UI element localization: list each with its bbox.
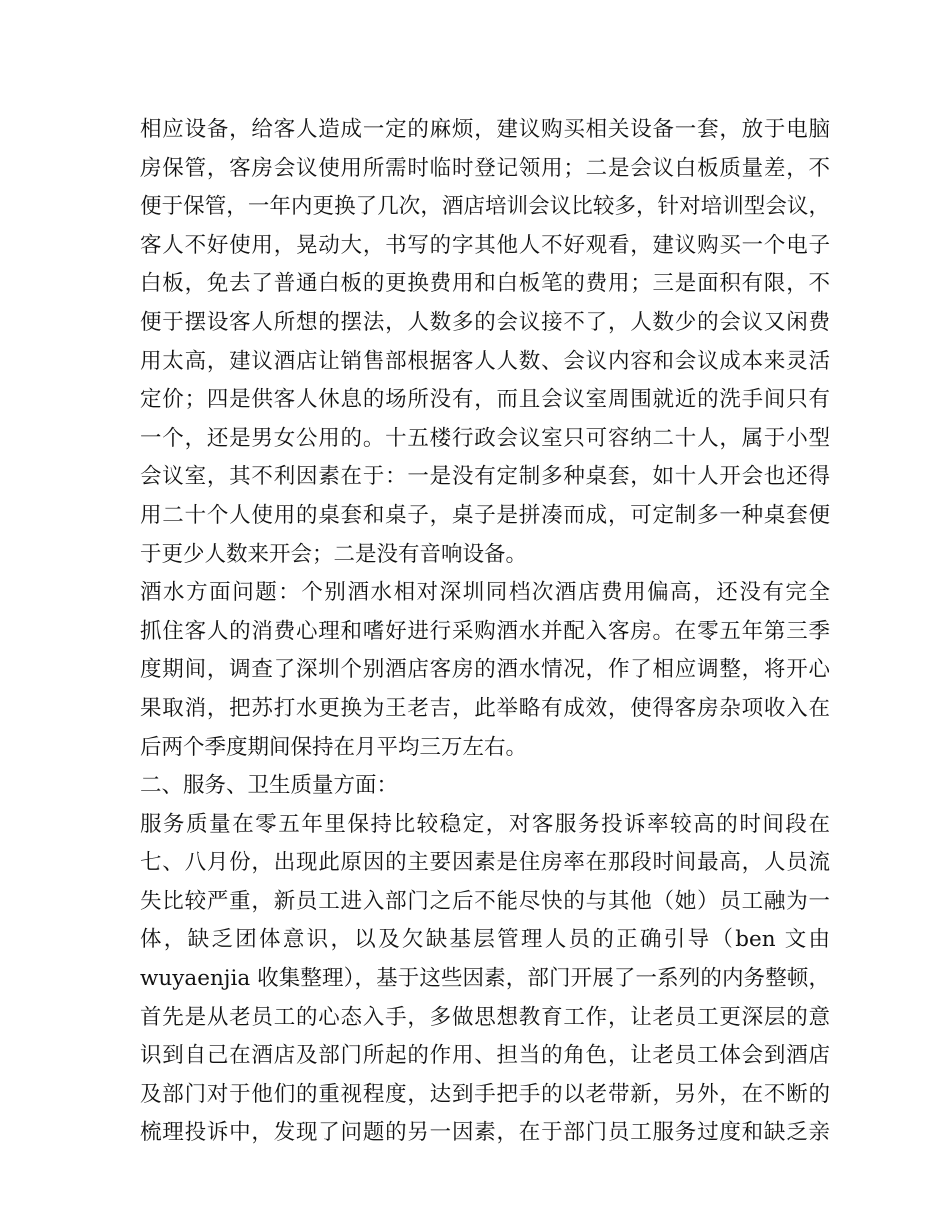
- text-line: 会议室，其不利因素在于：一是没有定制多种桌套，如十人开会也还得: [140, 464, 830, 490]
- text-line: 梳理投诉中，发现了问题的另一因素，在于部门员工服务过度和缺乏亲: [140, 1120, 830, 1146]
- text-line: 果取消，把苏打水更换为王老吉，此举略有成效，使得客房杂项收入在: [140, 695, 830, 721]
- paragraph-start-line: 服务质量在零五年里保持比较稳定，对客服务投诉率较高的时间段在: [140, 811, 830, 837]
- text-line: 后两个季度期间保持在月平均三万左右。: [140, 734, 528, 760]
- paragraph-start-line: 酒水方面问题：个别酒水相对深圳同档次酒店费用偏高，还没有完全: [140, 580, 830, 606]
- text-line: 度期间，调查了深圳个别酒店客房的酒水情况，作了相应调整，将开心: [140, 657, 830, 683]
- text-line: 便于保管，一年内更换了几次，酒店培训会议比较多，针对培训型会议，: [140, 194, 830, 220]
- text-line: 失比较严重，新员工进入部门之后不能尽快的与其他（她）员工融为一: [140, 888, 830, 914]
- text-line: 房保管，客房会议使用所需时临时登记领用；二是会议白板质量差，不: [140, 155, 830, 181]
- text-line: 便于摆设客人所想的摆法，人数多的会议接不了，人数少的会议又闲费: [140, 309, 830, 335]
- text-line: 用太高，建议酒店让销售部根据客人人数、会议内容和会议成本来灵活: [140, 348, 830, 374]
- text-line: 首先是从老员工的心态入手，多做思想教育工作，让老员工更深层的意: [140, 1004, 830, 1030]
- document-body: [140, 111, 830, 1153]
- text-line: 定价；四是供客人休息的场所没有，而且会议室周围就近的洗手间只有: [140, 387, 830, 413]
- text-line: 用二十个人使用的桌套和桌子，桌子是拼凑而成，可定制多一种桌套便: [140, 502, 830, 528]
- text-line: 白板，免去了普通白板的更换费用和白板笔的费用；三是面积有限，不: [140, 271, 830, 297]
- text-line: 七、八月份，出现此原因的主要因素是住房率在那段时间最高，人员流: [140, 850, 830, 876]
- text-line: wuyaenjia 收集整理），基于这些因素，部门开展了一系列的内务整顿，: [140, 966, 830, 992]
- text-line: 抓住客人的消费心理和嗜好进行采购酒水并配入客房。在零五年第三季: [140, 618, 830, 644]
- text-line: 及部门对于他们的重视程度，达到手把手的以老带新，另外，在不断的: [140, 1081, 830, 1107]
- text-line: 识到自己在酒店及部门所起的作用、担当的角色，让老员工体会到酒店: [140, 1043, 830, 1069]
- text-line: 客人不好使用，晃动大，书写的字其他人不好观看，建议购买一个电子: [140, 232, 830, 258]
- section-heading: 二、服务、卫生质量方面：: [140, 773, 399, 799]
- text-line: 于更少人数来开会；二是没有音响设备。: [140, 541, 528, 567]
- text-line: 体，缺乏团体意识，以及欠缺基层管理人员的正确引导（ben 文由: [140, 927, 830, 953]
- text-line: 相应设备，给客人造成一定的麻烦，建议购买相关设备一套，放于电脑: [140, 117, 830, 142]
- text-line: 一个，还是男女公用的。十五楼行政会议室只可容纳二十人，属于小型: [140, 425, 830, 451]
